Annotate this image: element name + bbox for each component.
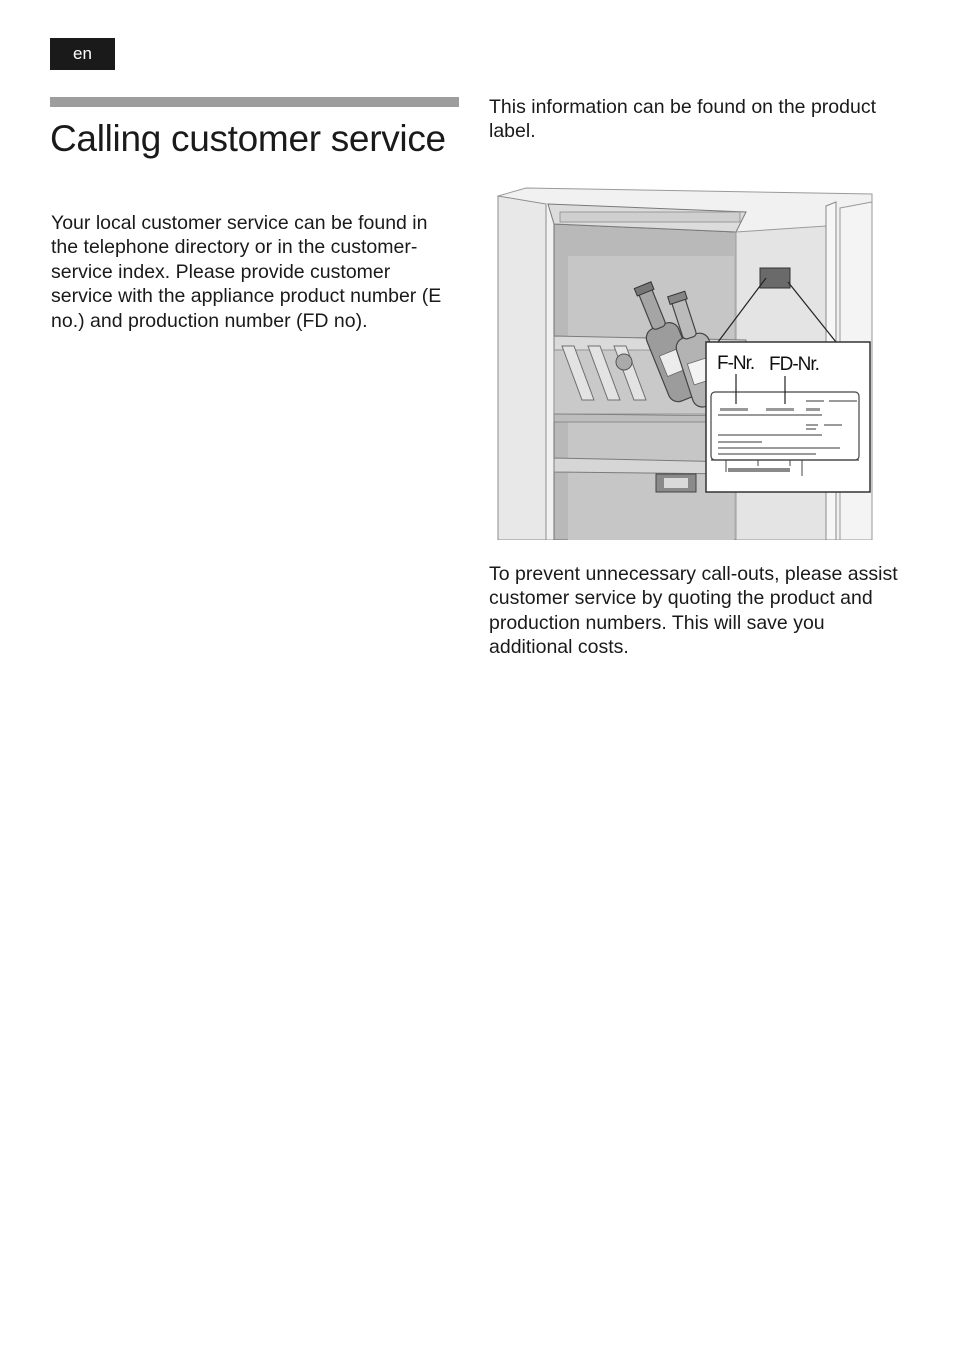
language-tab: en [50, 38, 115, 70]
closing-paragraph: To prevent unnecessary call-outs, please assist customer service by quoting the product and production numbers. This will save you additional costs. [489, 563, 898, 659]
f-nr-label: F-Nr. [717, 353, 755, 374]
fd-nr-label: FD-Nr. [769, 354, 819, 375]
intro-paragraph: Your local customer service can be found in the telephone directory or in the customer-service index. Please provide customer service with the appliance product number (E no.) and production number (FD no). [51, 212, 442, 332]
label-location-text: This information can be found on the product label. [489, 96, 876, 143]
page-title: Calling customer service [50, 118, 446, 159]
rating-label-zoom [706, 342, 870, 492]
section-rule [50, 97, 459, 107]
product-label-illustration [496, 186, 874, 540]
